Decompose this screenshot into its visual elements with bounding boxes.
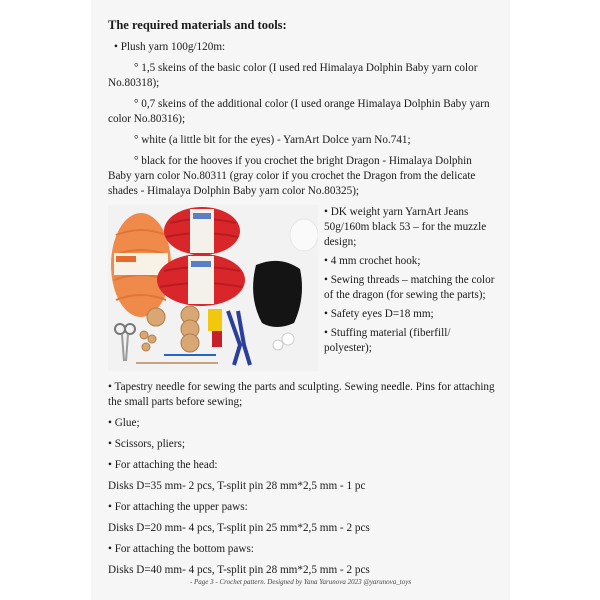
list-item-needle: • Tapestry needle for sewing the parts and sculpting. Sewing needle. Pins for attaching the small parts before sewing; bbox=[108, 381, 495, 408]
upper-paws-spec: Disks D=20 mm- 4 pcs, T-split pin 25 mm*2,5 mm - 2 pcs bbox=[108, 522, 370, 534]
list-item-white: ° white (a little bit for the eyes) - YarnArt Dolce yarn No.741; bbox=[134, 134, 411, 146]
head-disks-spec: Disks D=35 mm- 2 pcs, T-split pin 28 mm*2,5 mm - 1 pc bbox=[108, 480, 366, 492]
list-item-stuffing: • Stuffing material (fiberfill/ polyester); bbox=[324, 327, 451, 354]
list-item-black: ° black for the hooves if you crochet the bright Dragon - Himalaya Dolphin Baby yarn color No.80311 (gray color if you crochet the Dragon from the delicate shades - Himalaya Dolphin Baby yarn color No.80325); bbox=[108, 155, 476, 197]
page-footer: - Page 3 - Crochet pattern. Designed by Yana Yarunova 2023 @yarunova_toys bbox=[189, 578, 412, 586]
materials-illustration bbox=[108, 205, 318, 371]
list-item-additional-color: ° 0,7 skeins of the additional color (I used orange Himalaya Dolphin Baby yarn color No.80316); bbox=[108, 98, 490, 125]
list-item-head-attach: • For attaching the head: bbox=[108, 459, 218, 471]
bottom-paws-spec: Disks D=40 mm- 4 pcs, T-split pin 28 mm*2,5 mm - 2 pcs bbox=[108, 564, 370, 576]
black-yarn bbox=[253, 261, 302, 327]
materials-row bbox=[108, 205, 496, 375]
thread-spool-yellow bbox=[208, 309, 222, 331]
list-item-upper-paws: • For attaching the upper paws: bbox=[108, 501, 248, 513]
list-item-crochet-hook: • 4 mm crochet hook; bbox=[324, 255, 421, 267]
list-item-plush-yarn: • Plush yarn 100g/120m: bbox=[114, 41, 226, 53]
materials-photo bbox=[108, 205, 318, 371]
document-page bbox=[91, 0, 510, 600]
list-item-bottom-paws: • For attaching the bottom paws: bbox=[108, 543, 254, 555]
page-content bbox=[108, 18, 496, 584]
stuffing bbox=[290, 219, 318, 251]
section-heading: The required materials and tools: bbox=[108, 18, 287, 32]
list-item-basic-color: ° 1,5 skeins of the basic color (I used red Himalaya Dolphin Baby yarn color No.80318); bbox=[108, 62, 478, 89]
list-item-dk-yarn: • DK weight yarn YarnArt Jeans 50g/160m black 53 – for the muzzle design; bbox=[324, 206, 487, 248]
list-item-safety-eyes: • Safety eyes D=18 mm; bbox=[324, 308, 434, 320]
list-item-glue: • Glue; bbox=[108, 417, 140, 429]
side-list bbox=[324, 205, 499, 360]
list-item-scissors: • Scissors, pliers; bbox=[108, 438, 185, 450]
thread-spool-red bbox=[212, 331, 222, 347]
wooden-disk-large bbox=[147, 308, 165, 326]
list-item-sewing-threads: • Sewing threads – matching the color of the dragon (for sewing the parts); bbox=[324, 274, 495, 301]
